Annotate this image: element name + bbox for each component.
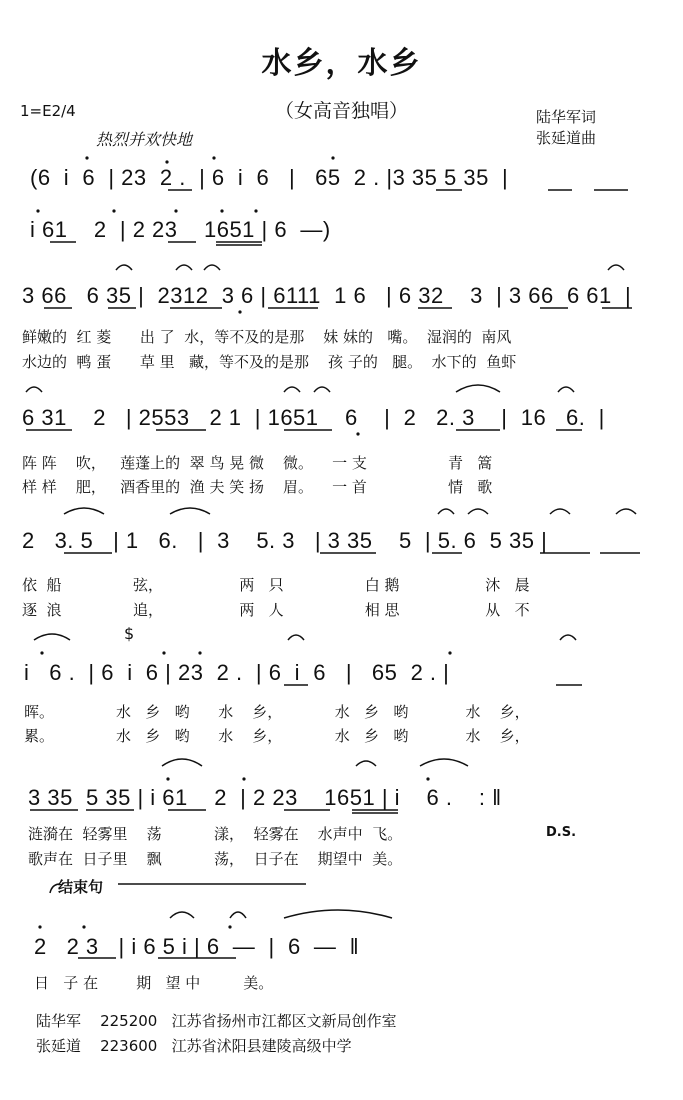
slur bbox=[560, 635, 576, 640]
slur bbox=[438, 509, 454, 514]
slur bbox=[170, 508, 210, 514]
octave-dot bbox=[165, 160, 168, 163]
lyric-row-8: 日 子 在 期 望 中 美。 bbox=[34, 974, 274, 992]
octave-dot bbox=[166, 777, 169, 780]
octave-dot bbox=[220, 209, 223, 212]
notation-row-3: 3 66 6 35 | 2312 3 6 | 6111 1 6 | 6 32 3 | 3 66 6 61 | bbox=[22, 283, 632, 308]
slur bbox=[314, 387, 330, 392]
slur bbox=[34, 634, 70, 640]
lyric-row-4-verse-1: 阵 阵 吹， 莲蓬上的 翠 鸟 晃 微 微。 一 支 青 篙 bbox=[22, 454, 493, 472]
lyric-row-7-verse-1: 涟漪在 轻雾里 荡 漾， 轻雾在 水声中 飞。 bbox=[28, 825, 403, 843]
lyric-row-6-verse-1: 晖。 水 乡 哟 水 乡， 水 乡 哟 水 乡， bbox=[24, 703, 530, 721]
octave-dot bbox=[198, 651, 201, 654]
octave-dot bbox=[426, 777, 429, 780]
octave-dot bbox=[38, 925, 41, 928]
segno-sign: $ bbox=[124, 624, 135, 643]
lyric-row-3-verse-2: 水边的 鸭 蛋 草 里 藏，等不及的是那 孩 子的 腿。 水下的 鱼虾 bbox=[22, 353, 517, 371]
octave-dot bbox=[112, 209, 115, 212]
octave-dot bbox=[212, 156, 215, 159]
lyricist-credit: 陆华军词 bbox=[536, 108, 597, 126]
slur bbox=[420, 759, 468, 766]
slur bbox=[558, 387, 574, 392]
ending-label: 结束句 bbox=[58, 878, 104, 896]
octave-dot bbox=[228, 925, 231, 928]
octave-dot bbox=[82, 925, 85, 928]
notation-row-2: i 61 2 | 2 23 1651 | 6 —) bbox=[30, 217, 331, 242]
octave-dot bbox=[331, 156, 334, 159]
slur bbox=[468, 509, 488, 514]
lyric-row-5-verse-1: 依 船 弦， 两 只 白 鹅 沐 晨 bbox=[22, 576, 530, 594]
slur bbox=[204, 265, 220, 270]
footer-contact-1: 陆华军 225200 江苏省扬州市江都区文新局创作室 bbox=[36, 1012, 397, 1030]
slur bbox=[176, 265, 192, 270]
footer-contact-2: 张延道 223600 江苏省沭阳县建陵高级中学 bbox=[36, 1037, 352, 1055]
slur bbox=[550, 509, 570, 514]
slur bbox=[284, 387, 300, 392]
octave-dot bbox=[242, 777, 245, 780]
dal-segno-marking: D.S. bbox=[546, 825, 577, 840]
key-signature: 1=E2/4 bbox=[20, 102, 76, 120]
octave-dot-low bbox=[356, 432, 359, 435]
lyric-row-6-verse-2: 累。 水 乡 哟 水 乡， 水 乡 哟 水 乡， bbox=[24, 727, 530, 745]
slur bbox=[356, 761, 376, 766]
slur bbox=[288, 635, 304, 640]
notation-row-8: 2 2 3 | i 6 5 i | 6 — | 6 — ‖ bbox=[34, 934, 360, 959]
notation-row-7: 3 35 5 35 | i 61 2 | 2 23 1651 | i 6 . : ‖ bbox=[28, 785, 502, 810]
slur bbox=[162, 759, 202, 766]
lyric-row-3-verse-1: 鲜嫩的 红 菱 出 了 水，等不及的是那 妹 妹的 嘴。 湿润的 南风 bbox=[22, 328, 512, 346]
notation-row-4: 6 31 2 | 2553 2 1 | 1651 6 | 2 2. 3 | 16 6. | bbox=[22, 405, 605, 430]
lyric-row-5-verse-2: 逐 浪 追， 两 人 相 思 从 不 bbox=[22, 601, 530, 619]
octave-dot bbox=[40, 651, 43, 654]
slur bbox=[64, 508, 104, 514]
slur bbox=[170, 912, 194, 918]
slur bbox=[616, 509, 636, 514]
octave-dot bbox=[85, 156, 88, 159]
notation-row-5: 2 3. 5 | 1 6. | 3 5. 3 | 3 35 5 | 5. 6 5 35 | bbox=[22, 528, 548, 553]
page-subtitle: （女高音独唱） bbox=[274, 100, 408, 122]
octave-dot bbox=[36, 209, 39, 212]
page-title: 水乡，水乡 bbox=[261, 46, 422, 81]
lyric-row-7-verse-2: 歌声在 日子里 飘 荡， 日子在 期望中 美。 bbox=[28, 850, 403, 868]
tempo-marking: 热烈并欢快地 bbox=[96, 130, 193, 149]
octave-dot bbox=[254, 209, 257, 212]
slur bbox=[116, 265, 132, 270]
slur bbox=[456, 385, 500, 392]
notation-row-6: i 6 . | 6 i 6 | 23 2 . | 6 i 6 | 65 2 . | bbox=[24, 660, 450, 685]
notation-row-1: (6 i 6 | 23 2 . | 6 i 6 | 65 2 . |3 35 5 35 | bbox=[30, 165, 509, 190]
slur bbox=[230, 912, 246, 918]
octave-dot-low bbox=[238, 310, 241, 313]
lyric-row-4-verse-2: 样 样 肥， 酒香里的 渔 夫 笑 扬 眉。 一 首 情 歌 bbox=[22, 478, 493, 496]
slur bbox=[284, 910, 392, 918]
slur bbox=[608, 265, 624, 270]
octave-dot bbox=[162, 651, 165, 654]
slur bbox=[26, 387, 42, 392]
octave-dot bbox=[448, 651, 451, 654]
composer-credit: 张延道曲 bbox=[536, 129, 597, 147]
octave-dot bbox=[174, 209, 177, 212]
